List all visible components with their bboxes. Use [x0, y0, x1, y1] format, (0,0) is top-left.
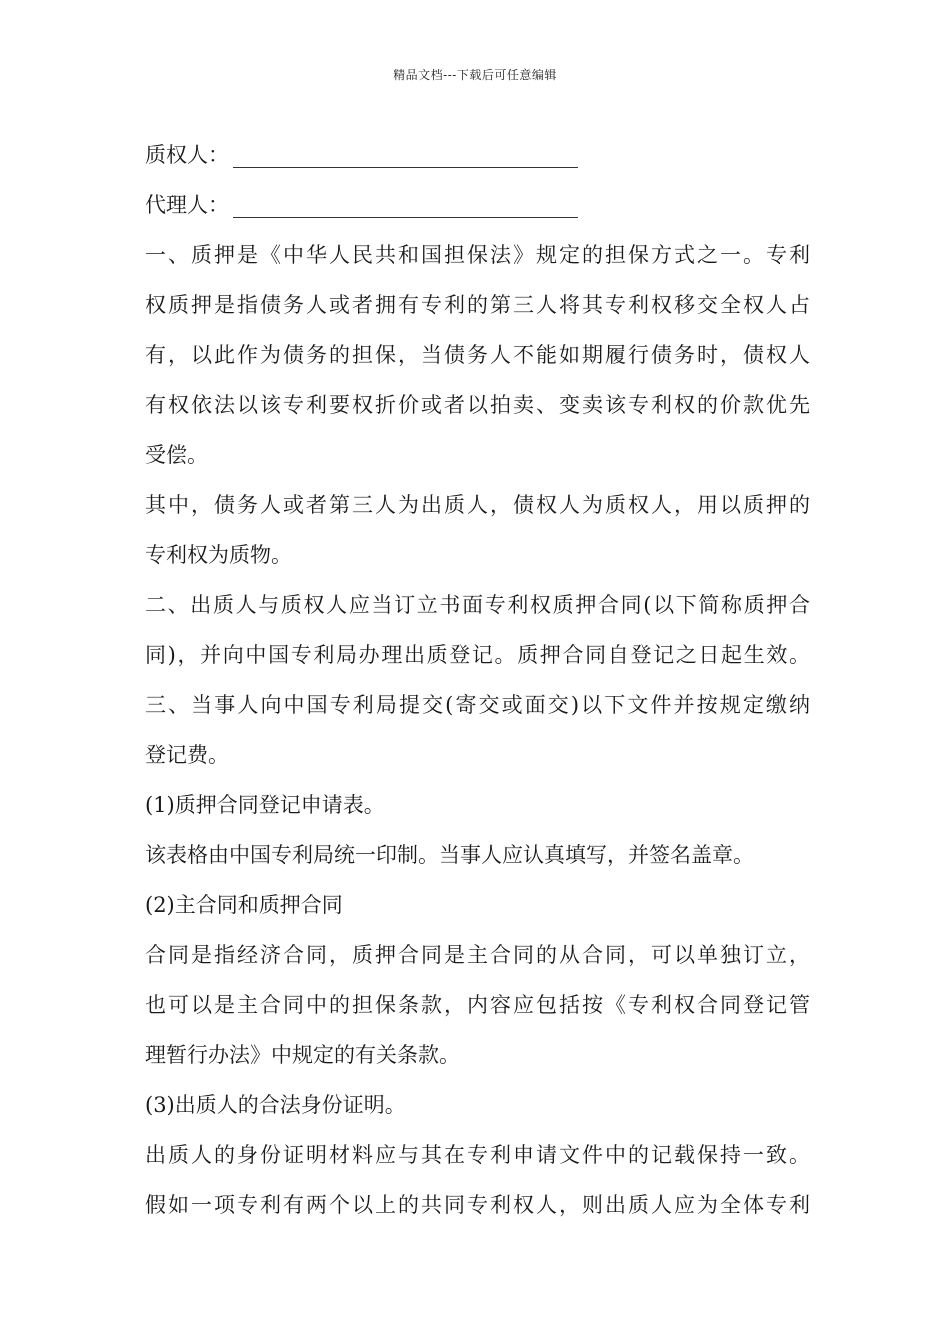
document-body: [145, 130, 810, 1230]
body-text: [145, 230, 810, 1230]
pledgee-label: 质权人：: [145, 143, 229, 167]
text-line: (2)主合同和质押合同: [145, 893, 343, 917]
text-line: 有权依法以该专利要权折价或者以拍卖、变卖该专利权的价款优先: [145, 393, 810, 417]
text-line: 二、出质人与质权人应当订立书面专利权质押合同(以下简称质押合: [145, 593, 810, 617]
text-line: 一、质押是《中华人民共和国担保法》规定的担保方式之一。专利: [145, 243, 810, 267]
text-line: (1)质押合同登记申请表。: [145, 793, 385, 817]
text-line: 权质押是指债务人或者拥有专利的第三人将其专利权移交全权人占: [145, 293, 810, 317]
text-line: 也可以是主合同中的担保条款，内容应包括按《专利权合同登记管: [145, 993, 810, 1017]
text-line: 专利权为质物。: [145, 543, 292, 567]
text-line: 合同是指经济合同，质押合同是主合同的从合同，可以单独订立，: [145, 943, 810, 967]
pledgee-blank: [233, 145, 578, 168]
page-header: 精品文档---下载后可任意编辑: [393, 68, 557, 82]
pledgee-field: [145, 130, 810, 180]
text-line: 三、当事人向中国专利局提交(寄交或面交)以下文件并按规定缴纳: [145, 693, 810, 717]
text-line: 该表格由中国专利局统一印制。当事人应认真填写，并签名盖章。: [145, 843, 754, 867]
text-line: 受偿。: [145, 443, 208, 467]
text-line: 出质人的身份证明材料应与其在专利申请文件中的记载保持一致。: [145, 1143, 810, 1167]
text-line: 同)，并向中国专利局办理出质登记。质押合同自登记之日起生效。: [145, 643, 810, 667]
agent-blank: [233, 195, 578, 218]
agent-field: [145, 180, 810, 230]
text-line: 理暂行办法》中规定的有关条款。: [145, 1043, 460, 1067]
text-line: 登记费。: [145, 743, 229, 767]
text-line: (3)出质人的合法身份证明。: [145, 1093, 406, 1117]
text-line: 其中，债务人或者第三人为出质人，债权人为质权人，用以质押的: [145, 493, 810, 517]
text-line: 假如一项专利有两个以上的共同专利权人，则出质人应为全体专利: [145, 1193, 810, 1217]
agent-label: 代理人：: [145, 193, 229, 217]
text-line: 有，以此作为债务的担保，当债务人不能如期履行债务时，债权人: [145, 343, 810, 367]
